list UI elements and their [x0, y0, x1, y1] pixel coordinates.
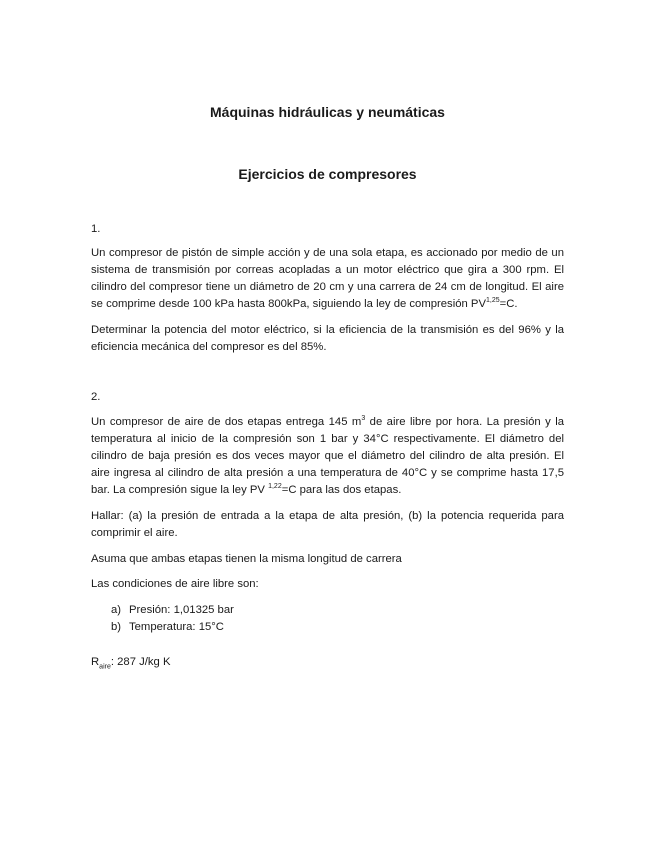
- list-marker: b): [111, 621, 122, 633]
- exercise-2-exponent: 1,22: [268, 483, 282, 491]
- exercise-2-statement: [91, 414, 564, 499]
- exercise-2-statement-end: =C para las dos etapas.: [281, 484, 402, 496]
- document-subtitle: Ejercicios de compresores: [238, 166, 417, 182]
- exercise-2-statement-middle: de aire libre por hora. La presión y la temperatura al inicio de la compresión son 1 bar y 34°C respectivamente. El diámetro del cilindro de baja presión es dos veces mayor que el diámetro del cilindro de alta presión. El aire ingresa al cilindro de alta presión a una temperatura de 40°C y se comprime hasta 17,5 bar. La compresión sigue la ley PV: [91, 416, 564, 496]
- exercise-2-number: 2.: [91, 391, 101, 403]
- list-item: [111, 619, 234, 636]
- list-marker: a): [111, 604, 122, 616]
- gas-constant-value: : 287 J/kg K: [110, 656, 171, 668]
- list-item: [111, 602, 234, 619]
- list-item-text: Presión: 1,01325 bar: [129, 604, 234, 616]
- gas-constant: [91, 654, 564, 671]
- exercise-2-assume: Asuma que ambas etapas tienen la misma longitud de carrera: [91, 553, 402, 565]
- exercise-1-number: 1.: [91, 223, 101, 235]
- exercise-1-question: Determinar la potencia del motor eléctrico, si la eficiencia de la transmisión es del 96% y la eficiencia mecánica del compresor es del 85%.: [91, 324, 564, 353]
- gas-constant-symbol: R: [91, 656, 100, 668]
- list-item-text: Temperatura: 15°C: [129, 621, 224, 633]
- exercise-2-volume-exponent: 3: [361, 415, 366, 423]
- exercise-2-find: Hallar: (a) la presión de entrada a la etapa de alta presión, (b) la potencia requerida para comprimir el aire.: [91, 510, 564, 539]
- gas-constant-subscript: aire: [99, 663, 111, 671]
- exercise-1-exponent: 1,25: [486, 297, 500, 305]
- exercise-1-statement-text: Un compresor de pistón de simple acción y de una sola etapa, es accionado por medio de un sistema de transmisión por correas acopladas a un motor eléctrico que gira a 300 rpm. El cilindro del compresor tiene un diámetro de 20 cm y una carrera de 24 cm de longitud. El aire se comprime desde 100 kPa hasta 800kPa, siguiendo la ley de compresión PV: [91, 247, 564, 310]
- exercise-1-statement: [91, 245, 564, 313]
- exercise-2-conditions-intro: Las condiciones de aire libre son:: [91, 578, 259, 590]
- conditions-list: [111, 602, 234, 636]
- exercise-2-statement-text: Un compresor de aire de dos etapas entrega 145 m: [91, 416, 362, 428]
- document-title: Máquinas hidráulicas y neumáticas: [210, 104, 445, 120]
- exercise-1-statement-end: =C.: [499, 298, 518, 310]
